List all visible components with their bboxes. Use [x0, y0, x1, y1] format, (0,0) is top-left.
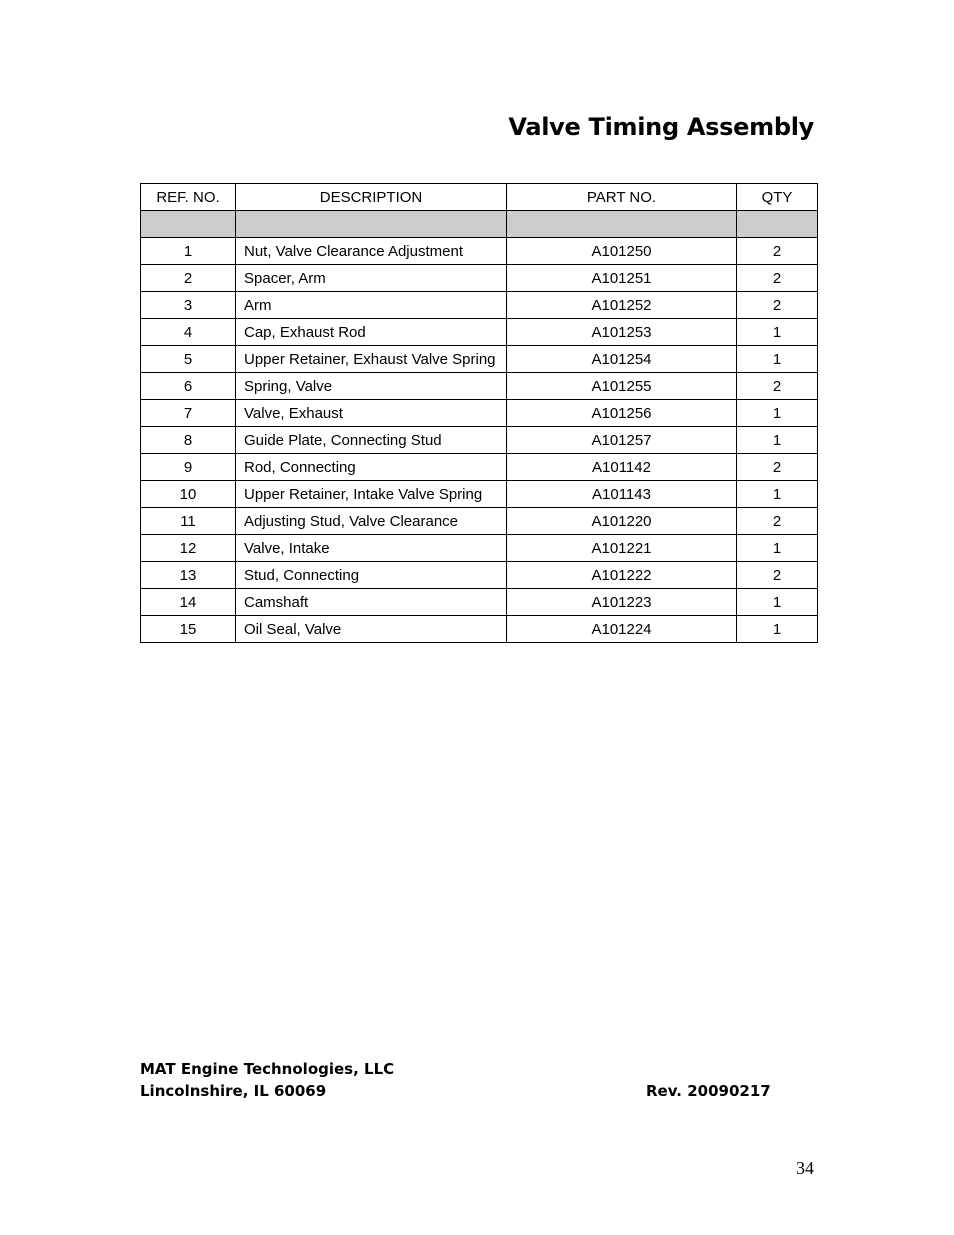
- description-cell: Adjusting Stud, Valve Clearance: [236, 508, 507, 535]
- page-title: Valve Timing Assembly: [508, 113, 814, 141]
- table-row: [141, 400, 818, 427]
- table-row: [141, 292, 818, 319]
- description-cell: Nut, Valve Clearance Adjustment: [236, 238, 507, 265]
- description-cell: Spring, Valve: [236, 373, 507, 400]
- description-cell: Upper Retainer, Intake Valve Spring: [236, 481, 507, 508]
- table-row: [141, 481, 818, 508]
- qty-cell: 2: [737, 508, 818, 535]
- ref-no-cell: 5: [141, 346, 236, 373]
- ref-no-cell: 15: [141, 616, 236, 643]
- ref-no-cell: 4: [141, 319, 236, 346]
- description-cell: Guide Plate, Connecting Stud: [236, 427, 507, 454]
- table-row: [141, 562, 818, 589]
- part-no-cell: A101251: [507, 265, 737, 292]
- qty-cell: 2: [737, 373, 818, 400]
- qty-cell: 1: [737, 346, 818, 373]
- ref-no-cell: 2: [141, 265, 236, 292]
- qty-cell: 1: [737, 481, 818, 508]
- ref-no-cell: 10: [141, 481, 236, 508]
- part-no-cell: A101224: [507, 616, 737, 643]
- footer-company: MAT Engine Technologies, LLC: [140, 1060, 395, 1078]
- table-row: [141, 427, 818, 454]
- description-cell: Camshaft: [236, 589, 507, 616]
- table-row: [141, 535, 818, 562]
- ref-no-cell: 9: [141, 454, 236, 481]
- ref-no-cell: 7: [141, 400, 236, 427]
- table-row: [141, 616, 818, 643]
- part-no-cell: A101253: [507, 319, 737, 346]
- description-cell: Upper Retainer, Exhaust Valve Spring: [236, 346, 507, 373]
- parts-table: [140, 183, 818, 643]
- description-cell: Spacer, Arm: [236, 265, 507, 292]
- description-cell: Valve, Intake: [236, 535, 507, 562]
- table-row: [141, 454, 818, 481]
- shaded-spacer-row: [141, 211, 818, 238]
- table-row: [141, 319, 818, 346]
- qty-cell: 1: [737, 400, 818, 427]
- ref-no-cell: 8: [141, 427, 236, 454]
- page-number: 34: [796, 1158, 814, 1178]
- header-ref-no: REF. NO.: [141, 184, 236, 211]
- part-no-cell: A101220: [507, 508, 737, 535]
- qty-cell: 2: [737, 454, 818, 481]
- part-no-cell: A101221: [507, 535, 737, 562]
- part-no-cell: A101255: [507, 373, 737, 400]
- header-qty: QTY: [737, 184, 818, 211]
- header-description: DESCRIPTION: [236, 184, 507, 211]
- footer-revision: Rev. 20090217: [646, 1082, 771, 1100]
- qty-cell: 1: [737, 616, 818, 643]
- qty-cell: 2: [737, 265, 818, 292]
- qty-cell: 2: [737, 238, 818, 265]
- part-no-cell: A101250: [507, 238, 737, 265]
- qty-cell: 1: [737, 589, 818, 616]
- ref-no-cell: 6: [141, 373, 236, 400]
- part-no-cell: A101257: [507, 427, 737, 454]
- part-no-cell: A101254: [507, 346, 737, 373]
- description-cell: Valve, Exhaust: [236, 400, 507, 427]
- description-cell: Stud, Connecting: [236, 562, 507, 589]
- part-no-cell: A101252: [507, 292, 737, 319]
- table-row: [141, 346, 818, 373]
- part-no-cell: A101142: [507, 454, 737, 481]
- ref-no-cell: 11: [141, 508, 236, 535]
- footer-address: Lincolnshire, IL 60069: [140, 1082, 327, 1100]
- spacer-cell: [236, 211, 507, 238]
- table-row: [141, 508, 818, 535]
- ref-no-cell: 3: [141, 292, 236, 319]
- ref-no-cell: 14: [141, 589, 236, 616]
- qty-cell: 1: [737, 319, 818, 346]
- table-row: [141, 265, 818, 292]
- qty-cell: 1: [737, 427, 818, 454]
- description-cell: Rod, Connecting: [236, 454, 507, 481]
- table-row: [141, 589, 818, 616]
- table-header-row: [141, 184, 818, 211]
- part-no-cell: A101222: [507, 562, 737, 589]
- part-no-cell: A101256: [507, 400, 737, 427]
- part-no-cell: A101223: [507, 589, 737, 616]
- qty-cell: 2: [737, 292, 818, 319]
- description-cell: Arm: [236, 292, 507, 319]
- ref-no-cell: 1: [141, 238, 236, 265]
- ref-no-cell: 13: [141, 562, 236, 589]
- header-part-no: PART NO.: [507, 184, 737, 211]
- description-cell: Oil Seal, Valve: [236, 616, 507, 643]
- spacer-cell: [141, 211, 236, 238]
- spacer-cell: [737, 211, 818, 238]
- table-row: [141, 373, 818, 400]
- table-row: [141, 238, 818, 265]
- qty-cell: 1: [737, 535, 818, 562]
- qty-cell: 2: [737, 562, 818, 589]
- spacer-cell: [507, 211, 737, 238]
- ref-no-cell: 12: [141, 535, 236, 562]
- part-no-cell: A101143: [507, 481, 737, 508]
- description-cell: Cap, Exhaust Rod: [236, 319, 507, 346]
